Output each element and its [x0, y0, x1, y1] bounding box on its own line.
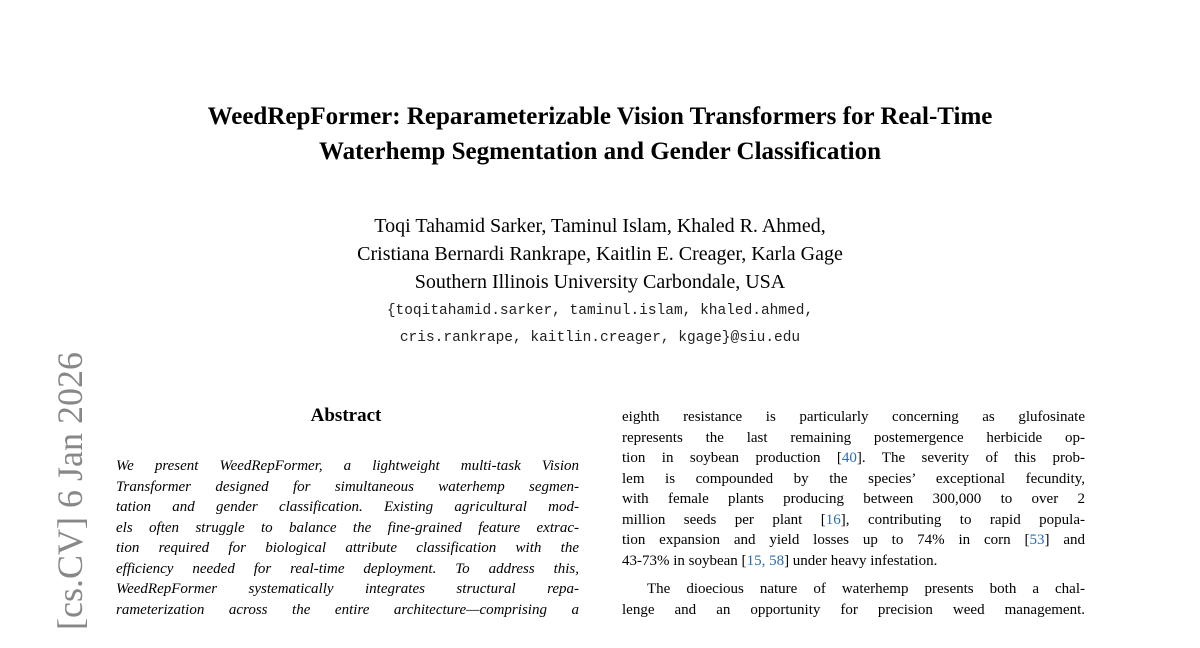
intro-paragraph: [622, 407, 1085, 571]
abstract-line: Transformer designed for simultaneous waterhemp segmen-: [116, 478, 579, 495]
email-line: {toqitahamid.sarker, taminul.islam, khaled.ahmed,: [386, 303, 814, 319]
line-text: tion in soybean production [: [622, 450, 842, 466]
body-line: [622, 510, 1085, 531]
body-line: lenge and an opportunity for precision weed management.: [622, 601, 1085, 618]
body-line: [622, 530, 1085, 551]
abstract-heading: Abstract: [310, 405, 382, 426]
body-line: [622, 448, 1085, 469]
citation-link[interactable]: 16: [825, 511, 841, 528]
line-text: 43-73% in soybean [: [622, 552, 747, 569]
affiliation-line: Southern Illinois University Carbondale, USA: [414, 271, 786, 293]
line-text: eighth resistance is particularly concerning as glufosinate: [622, 409, 1085, 425]
body-line: [622, 428, 1085, 449]
line-text: represents the last remaining postemergence herbicide op-: [622, 429, 1085, 446]
author-line: Toqi Tahamid Sarker, Taminul Islam, Khaled R. Ahmed,: [374, 215, 826, 237]
title-line: WeedRepFormer: Reparameterizable Vision Transformers for Real-Time: [207, 103, 993, 130]
abstract-line: rameterization across the entire architecture—comprising a: [116, 601, 579, 618]
email-line: cris.rankrape, kaitlin.creager, kgage}@siu.edu: [399, 330, 801, 346]
line-text: ], contributing to rapid popula-: [840, 511, 1085, 528]
paper-title: [100, 99, 1100, 169]
citation-link[interactable]: 15, 58: [746, 552, 785, 569]
body-line: The dioecious nature of waterhemp presents both a chal-: [647, 581, 1085, 597]
body-line: [622, 551, 1085, 572]
citation-link[interactable]: 53: [1029, 532, 1045, 548]
line-text: tion expansion and yield losses up to 74% in corn [: [622, 532, 1030, 548]
email-block: [100, 298, 1100, 352]
line-text: ]. The severity of this prob-: [856, 450, 1086, 466]
introduction-body: [622, 407, 1085, 620]
line-text: million seeds per plant [: [622, 511, 826, 528]
abstract-line: tion required for biological attribute classification with the: [116, 540, 579, 556]
abstract-line: tation and gender classification. Existing agricultural mod-: [116, 499, 579, 515]
line-text: with female plants producing between 300,000 to over 2: [622, 491, 1085, 507]
author-block: [100, 212, 1100, 296]
paragraph-gap: [622, 571, 1085, 579]
abstract-line: We present WeedRepFormer, a lightweight multi-task Vision: [116, 458, 579, 474]
title-line: Waterhemp Segmentation and Gender Classification: [318, 138, 882, 165]
abstract-line: WeedRepFormer systematically integrates structural repa-: [116, 581, 579, 597]
citation-link[interactable]: 40: [841, 450, 857, 466]
body-line: [622, 407, 1085, 428]
abstract-body: [116, 456, 579, 620]
body-line: [622, 489, 1085, 510]
line-text: lem is compounded by the species’ exceptional fecundity,: [622, 470, 1085, 487]
arxiv-identifier-stamp: [cs.CV] 6 Jan 2026: [50, 352, 90, 630]
line-text: ] under heavy infestation.: [784, 552, 938, 569]
line-text: ] and: [1044, 532, 1086, 548]
author-line: Cristiana Bernardi Rankrape, Kaitlin E. Creager, Karla Gage: [357, 243, 843, 265]
abstract-line: efficiency needed for real-time deployment. To address this,: [116, 560, 579, 577]
intro-paragraph: [622, 579, 1085, 620]
abstract-line: els often struggle to balance the fine-grained feature extrac-: [116, 519, 579, 536]
body-line: [622, 469, 1085, 490]
